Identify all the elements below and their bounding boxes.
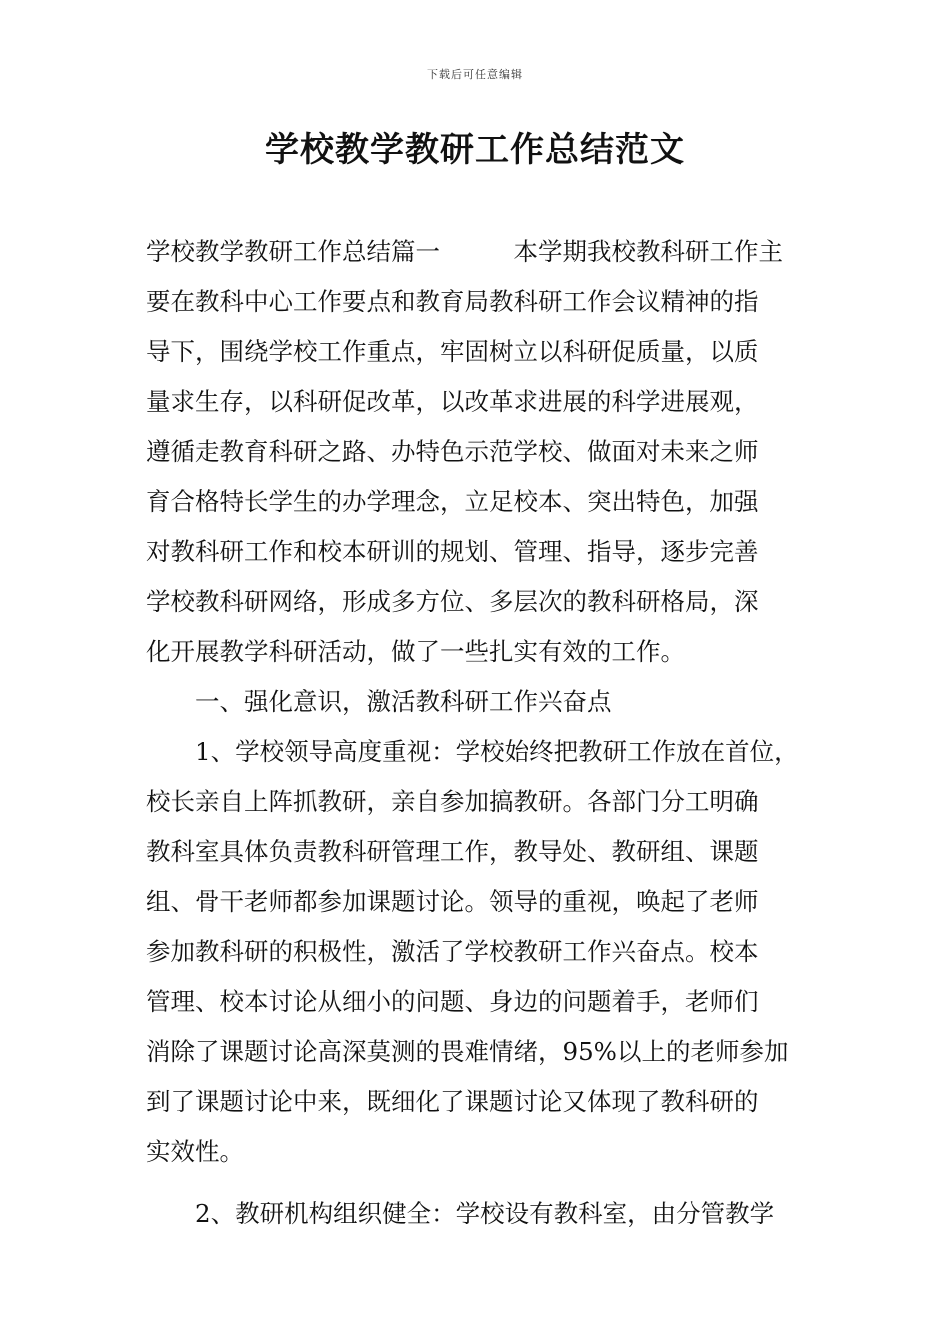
section-heading: 一、强化意识，激活教科研工作兴奋点 — [146, 687, 612, 716]
body-line: 实效性。 — [146, 1137, 244, 1166]
body-line: 组、骨干老师都参加课题讨论。领导的重视，唤起了老师 — [146, 887, 759, 916]
body-line: 遵循走教育科研之路、办特色示范学校、做面对未来之师 — [146, 437, 759, 466]
paragraph-spacer — [146, 1177, 811, 1189]
body-line: 消除了课题讨论高深莫测的畏难情绪，95%以上的老师参加 — [146, 1037, 789, 1066]
body-line: 教科室具体负责教科研管理工作，教导处、教研组、课题 — [146, 837, 759, 866]
body-line: 到了课题讨论中来，既细化了课题讨论又体现了教科研的 — [146, 1087, 759, 1116]
body-line: 管理、校本讨论从细小的问题、身边的问题着手，老师们 — [146, 987, 759, 1016]
body-line: 要在教科中心工作要点和教育局教科研工作会议精神的指 — [146, 287, 759, 316]
document-body — [146, 227, 811, 1239]
body-line: 参加教科研的积极性，激活了学校教研工作兴奋点。校本 — [146, 937, 759, 966]
body-line: 化开展教学科研活动，做了一些扎实有效的工作。 — [146, 637, 685, 666]
body-line: 2、教研机构组织健全：学校设有教科室，由分管教学 — [146, 1199, 775, 1228]
body-line: 校长亲自上阵抓教研，亲自参加搞教研。各部门分工明确 — [146, 787, 759, 816]
body-line: 1、学校领导高度重视：学校始终把教研工作放在首位， — [146, 737, 799, 766]
download-note: 下载后可任意编辑 — [427, 68, 523, 81]
body-line: 导下，围绕学校工作重点，牢固树立以科研促质量，以质 — [146, 337, 759, 366]
document-title: 学校教学教研工作总结范文 — [265, 130, 685, 170]
body-line: 育合格特长学生的办学理念，立足校本、突出特色，加强 — [146, 487, 759, 516]
body-line: 学校教学教研工作总结篇一 本学期我校教科研工作主 — [146, 237, 783, 266]
body-line: 对教科研工作和校本研训的规划、管理、指导，逐步完善 — [146, 537, 759, 566]
body-line: 学校教科研网络，形成多方位、多层次的教科研格局，深 — [146, 587, 759, 616]
body-line: 量求生存，以科研促改革，以改革求进展的科学进展观， — [146, 387, 759, 416]
